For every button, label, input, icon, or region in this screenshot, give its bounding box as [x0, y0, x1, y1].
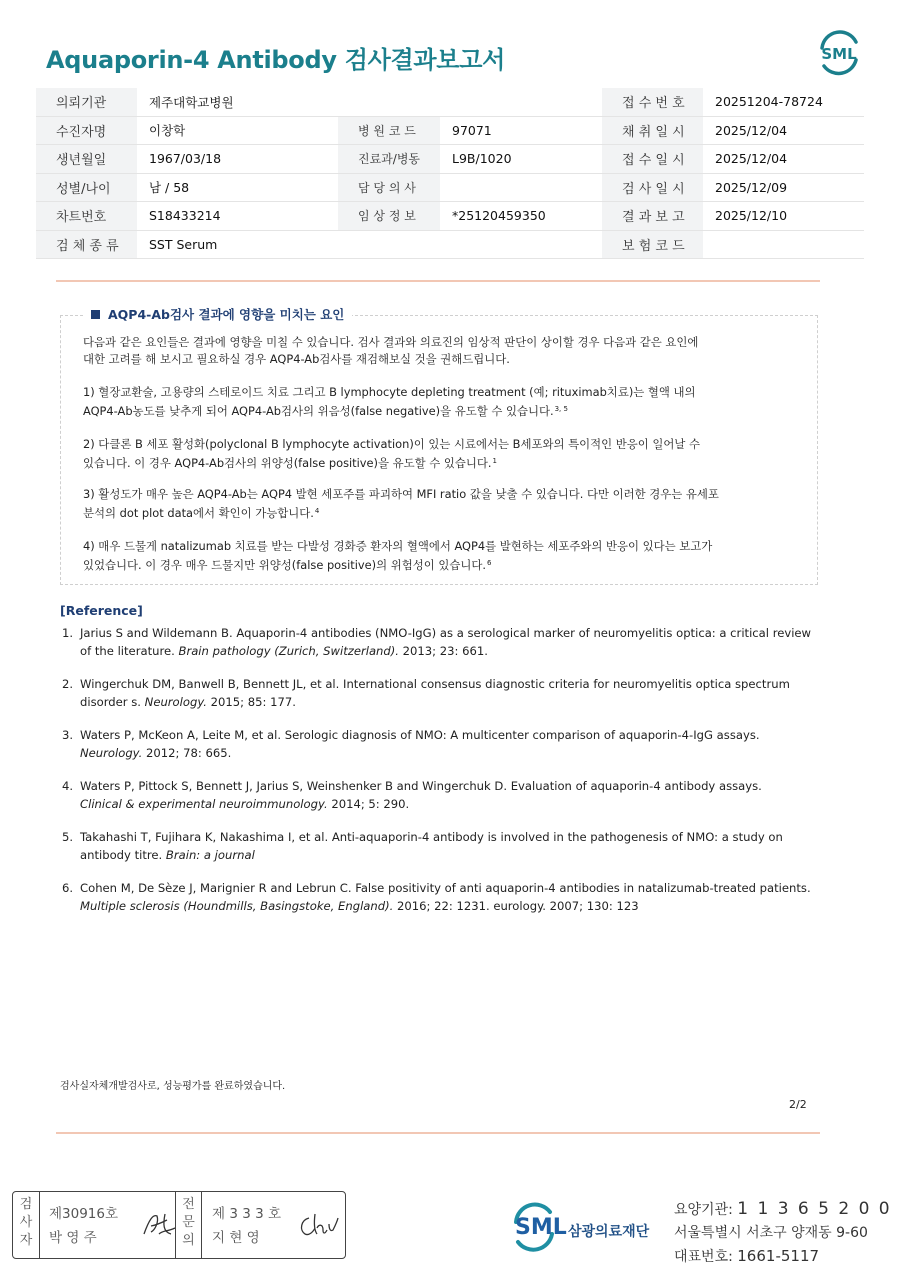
report-title: Aquaporin-4 Antibody 검사결과보고서 [46, 46, 505, 74]
info-value: L9B/1020 [440, 145, 602, 174]
signer-role-1: 검 사 자 [13, 1192, 40, 1258]
info-value: 남 / 58 [137, 173, 338, 202]
info-value: 2025/12/09 [703, 173, 864, 202]
info-value: 제주대학교병원 [137, 88, 338, 116]
info-value: 97071 [440, 116, 602, 145]
info-value [440, 173, 602, 202]
sml-logo-icon [814, 28, 864, 78]
info-label: 의뢰기관 [36, 88, 137, 116]
info-label: 접 수 번 호 [602, 88, 703, 116]
patient-info-table [36, 88, 864, 259]
divider-bottom [56, 1132, 820, 1134]
org-info: 요양기관: 1 1 3 6 5 2 0 0 서울특별시 서초구 양재동 9-60 대표번호: 1661-5117 [674, 1199, 892, 1265]
info-label: 접 수 일 시 [602, 145, 703, 174]
factor-item: 4) 매우 드물게 natalizumab 치료를 받는 다발성 경화증 환자의 혈액에서 AQP4를 발현하는 세포주와의 반응이 있다는 보고가 있었습니다. 이 경우 매우 드물지만 위양성(false positive)의 위험성이 있습니다.$^6$ [83, 539, 713, 572]
info-label: 차트번호 [36, 202, 137, 231]
footer-note: 검사실자체개발검사로, 성능평가를 완료하였습니다. [60, 1081, 286, 1092]
info-value: 20251204-78724 [703, 88, 864, 116]
info-row [36, 173, 864, 202]
reference-item: 3. Waters P, McKeon A, Leite M, et al. Serologic diagnosis of NMO: A multicenter comparison of aquaporin-4-IgG assays. Neurology. 2012; 78: 665. [62, 728, 760, 760]
info-label: 생년월일 [36, 145, 137, 174]
divider-top [56, 280, 820, 282]
info-label [338, 88, 440, 116]
info-label: 보 험 코 드 [602, 230, 703, 259]
signature-1-icon [141, 1210, 177, 1240]
info-value [440, 88, 602, 116]
info-value: *25120459350 [440, 202, 602, 231]
reference-item: 2. Wingerchuk DM, Banwell B, Bennett JL, et al. International consensus diagnostic criteria for neuromyelitis optica spectrum disorder s. Neurology. 2015; 85: 177. [62, 677, 790, 709]
footer-logo-text: SML [515, 1215, 567, 1240]
info-label: 성별/나이 [36, 173, 137, 202]
info-label: 담 당 의 사 [338, 173, 440, 202]
info-row [36, 202, 864, 231]
reference-item: 1. Jarius S and Wildemann B. Aquaporin-4 antibodies (NMO-IgG) as a serological marker of neuromyelitis optica: a critical review of the literature. Brain pathology (Zurich, Switzerland). 2013; 23: 661. [62, 626, 812, 658]
factors-box [60, 307, 818, 585]
factors-title: AQP4-Ab검사 결과에 영향을 미치는 요인 [83, 305, 352, 323]
factor-item: 3) 활성도가 매우 높은 AQP4-Ab는 AQP4 발현 세포주를 파괴하여 MFI ratio 값을 낮출 수 있습니다. 다만 이러한 경우는 유세포 분석의 dot plot data에서 확인이 가능합니다.$^4$ [83, 487, 719, 520]
factors-intro: 다음과 같은 요인들은 결과에 영향을 미칠 수 있습니다. 검사 결과와 의료진의 임상적 판단이 상이할 경우 다음과 같은 요인에 대한 고려를 해 보시고 필요하실 경우 AQP4-Ab검사를 재검해보실 것을 권해드립니다. [83, 335, 699, 366]
signer-role-2: 전 문 의 [175, 1192, 202, 1258]
info-label: 검 사 일 시 [602, 173, 703, 202]
factor-item: 1) 혈장교환술, 고용량의 스테로이드 치료 그리고 B lymphocyte depleting treatment (예; rituximab치료)는 혈액 내의 AQP4-Ab농도를 낮추게 되어 AQP4-Ab검사의 위음성(false negative)을 유도할 수 있습니다.$^{3, 5}$ [83, 385, 696, 418]
info-label: 검 체 종 류 [36, 230, 137, 259]
reference-item: 4. Waters P, Pittock S, Bennett J, Jarius S, Weinshenker B and Wingerchuk D. Evaluation of aquaporin-4 antibody assays. Clinical & experimental neuroimmunology. 2014; 5: 290. [62, 779, 762, 811]
logo-text: SML [821, 45, 857, 63]
info-row [36, 88, 864, 116]
square-bullet-icon [91, 310, 100, 319]
info-label: 수진자명 [36, 116, 137, 145]
reference-item: 6. Cohen M, De Sèze J, Marignier R and Lebrun C. False positivity of anti aquaporin-4 antibodies in natalizumab-treated patients. Multiple sclerosis (Houndmills, Basingstoke, England). 2016; 22: 1231. eurology. 2007; 130: 123 [62, 881, 811, 913]
info-value [703, 230, 864, 259]
info-value: 2025/12/10 [703, 202, 864, 231]
factor-item: 2) 다클론 B 세포 활성화(polyclonal B lymphocyte activation)이 있는 시료에서는 B세포와의 특이적인 반응이 일어날 수 있습니다. 이 경우 AQP4-Ab검사의 위양성(false positive)을 유도할 수 있습니다.$^1$ [83, 437, 700, 470]
reference-item: 5. Takahashi T, Fujihara K, Nakashima I, et al. Anti-aquaporin-4 antibody is involved in the pathogenesis of NMO: a study on antibody titre. Brain: a journal [62, 830, 783, 862]
signature-box [12, 1191, 346, 1259]
info-value: 2025/12/04 [703, 116, 864, 145]
info-row [36, 145, 864, 174]
org-name: 삼광의료재단 [568, 1224, 650, 1240]
info-label: 임 상 정 보 [338, 202, 440, 231]
signer-2: 제 3 3 3 호 지 현 영 [212, 1206, 282, 1246]
info-row [36, 230, 864, 259]
info-label: 병 원 코 드 [338, 116, 440, 145]
info-value: 1967/03/18 [137, 145, 338, 174]
info-row [36, 116, 864, 145]
signature-2-icon [295, 1210, 339, 1240]
info-label [338, 230, 440, 259]
info-label: 채 취 일 시 [602, 116, 703, 145]
info-value: S18433214 [137, 202, 338, 231]
info-label: 진료과/병동 [338, 145, 440, 174]
info-value [440, 230, 602, 259]
reference-heading: [Reference] [60, 603, 143, 618]
info-value: 2025/12/04 [703, 145, 864, 174]
page-number: 2/2 [789, 1098, 807, 1111]
info-value: SST Serum [137, 230, 338, 259]
info-value: 이창학 [137, 116, 338, 145]
signer-1: 제30916호 박 영 주 [49, 1206, 119, 1246]
info-label: 결 과 보 고 [602, 202, 703, 231]
